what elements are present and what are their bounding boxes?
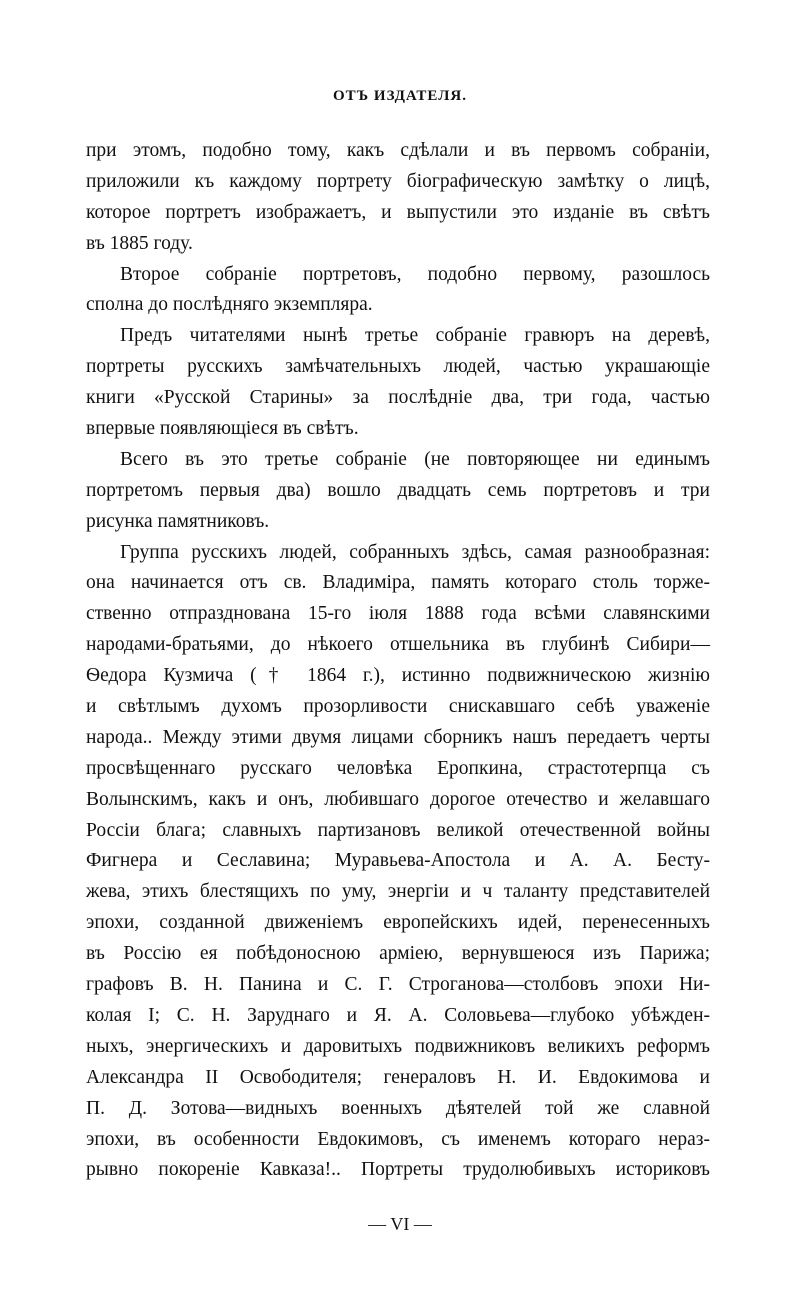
page-body-text bbox=[86, 136, 710, 1186]
running-header: ОТЪ ИЗДАТЕЛЯ. bbox=[333, 88, 467, 104]
text-line: просвѣщеннаго русскаго человѣка Еропкина, страстотерпца съ bbox=[86, 757, 710, 779]
text-line: рывно покореніе Кавказа!.. Портреты трудолюбивыхъ историковъ bbox=[86, 1159, 710, 1181]
text-line: Второе собраніе портретовъ, подобно первому, разошлось bbox=[120, 263, 710, 285]
text-line: приложили къ каждому портрету біографическую замѣтку о лицѣ, bbox=[86, 170, 710, 192]
text-line: которое портретъ изображаетъ, и выпустили это изданіе въ свѣтъ bbox=[86, 201, 710, 223]
text-line: народами-братьями, до нѣкоего отшельника въ глубинѣ Сибири— bbox=[86, 634, 710, 656]
text-line: портреты русскихъ замѣчательныхъ людей, частью украшающіе bbox=[86, 356, 710, 378]
text-line: Предъ читателями нынѣ третье собраніе гравюръ на деревѣ, bbox=[120, 325, 710, 347]
text-line: народа.. Между этими двумя лицами сборникъ нашъ передаетъ черты bbox=[86, 726, 710, 748]
text-line: графовъ В. Н. Панина и С. Г. Строганова—столбовъ эпохи Ни- bbox=[86, 974, 710, 996]
text-line: въ Россію ея побѣдоносною арміею, вернувшеюся изъ Парижа; bbox=[86, 943, 710, 965]
text-line: эпохи, въ особенности Евдокимовъ, съ именемъ котораго нераз- bbox=[86, 1128, 710, 1150]
text-line: впервые появляющіеся въ свѣтъ. bbox=[86, 418, 359, 440]
text-line: Группа русскихъ людей, собранныхъ здѣсь, самая разнообразная: bbox=[120, 541, 710, 563]
text-line: Александра II Освободителя; генераловъ Н. И. Евдокимова и bbox=[86, 1066, 710, 1088]
text-line: портретомъ первыя два) вошло двадцать семь портретовъ и три bbox=[86, 479, 710, 501]
text-line: сполна до послѣдняго экземпляра. bbox=[86, 294, 373, 316]
text-line: колая I; С. Н. Заруднаго и Я. А. Соловьева—глубоко убѣжден- bbox=[86, 1004, 710, 1026]
text-line: П. Д. Зотова—видныхъ военныхъ дѣятелей той же славной bbox=[86, 1097, 710, 1119]
text-line: Волынскимъ, какъ и онъ, любившаго дорогое отечество и желавшаго bbox=[86, 788, 710, 810]
text-line: Россіи блага; славныхъ партизановъ великой отечественной войны bbox=[86, 819, 710, 841]
text-line: въ 1885 году. bbox=[86, 232, 193, 254]
text-line: при этомъ, подобно тому, какъ сдѣлали и въ первомъ собраніи, bbox=[86, 140, 710, 161]
paragraph bbox=[86, 445, 710, 538]
text-line: Ѳедора Кузмича († 1864 г.), истинно подвижническою жизнію bbox=[86, 665, 710, 687]
page-number: — VI — bbox=[368, 1214, 432, 1234]
text-line: и свѣтлымъ духомъ прозорливости снискавшаго себѣ уваженіе bbox=[86, 696, 710, 718]
text-line: она начинается отъ св. Владиміра, память котораго столь торже- bbox=[86, 572, 710, 594]
paragraph bbox=[86, 136, 710, 260]
text-line: книги «Русской Старины» за послѣдніе два, три года, частью bbox=[86, 387, 710, 409]
text-line: эпохи, созданной движеніемъ европейскихъ идей, перенесенныхъ bbox=[86, 912, 710, 934]
text-line: Фигнера и Сеславина; Муравьева-Апостола и А. А. Бесту- bbox=[86, 850, 710, 872]
text-line: жева, этихъ блестящихъ по уму, энергіи и ч таланту представителей bbox=[86, 881, 710, 903]
text-line: ныхъ, энергическихъ и даровитыхъ подвижниковъ великихъ реформъ bbox=[86, 1035, 710, 1057]
text-line: ственно отпразднована 15-го іюля 1888 года всѣми славянскими bbox=[86, 603, 710, 625]
text-line: рисунка памятниковъ. bbox=[86, 510, 270, 532]
text-line: Всего въ это третье собраніе (не повторяющее ни единымъ bbox=[120, 448, 710, 470]
paragraph bbox=[86, 260, 710, 322]
paragraph bbox=[86, 321, 710, 445]
paragraph bbox=[86, 538, 710, 1187]
